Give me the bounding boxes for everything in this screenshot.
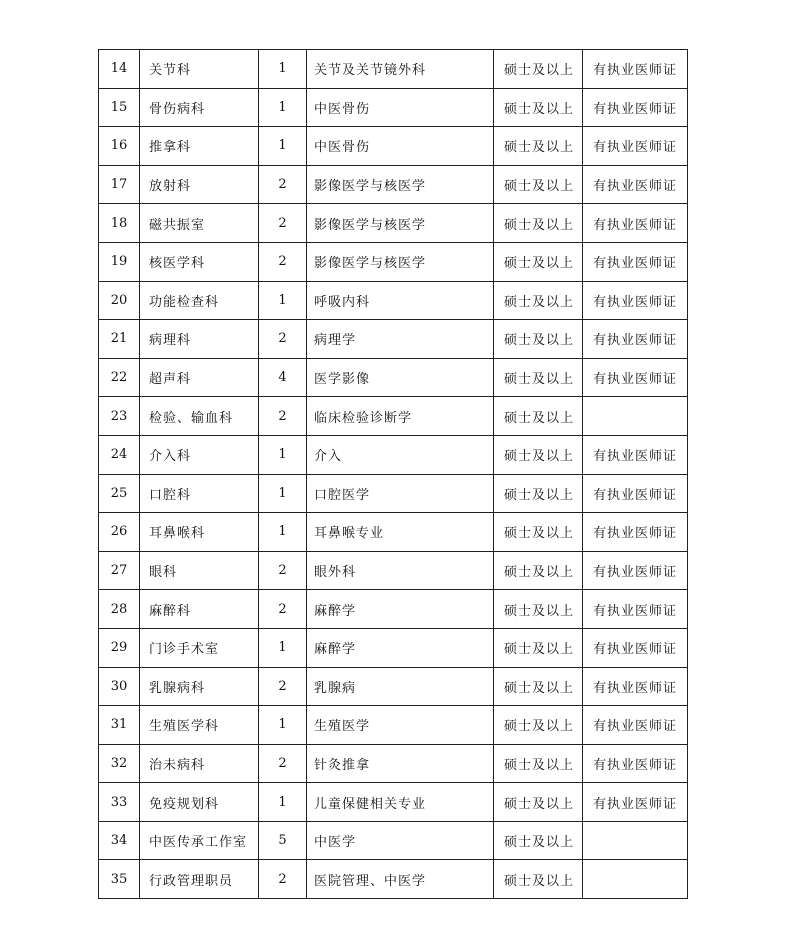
certificate-cell: 有执业医师证: [583, 667, 688, 706]
degree-cell: 硕士及以上: [494, 358, 583, 397]
row-number: 19: [99, 242, 140, 281]
table-row: [99, 165, 688, 204]
degree-cell: 硕士及以上: [494, 474, 583, 513]
row-number: 33: [99, 783, 140, 822]
row-number: 26: [99, 513, 140, 552]
headcount-cell: 2: [259, 860, 307, 899]
table-row: [99, 667, 688, 706]
degree-cell: 硕士及以上: [494, 513, 583, 552]
headcount-cell: 1: [259, 706, 307, 745]
major-cell: 眼外科: [307, 551, 494, 590]
recruitment-table: [98, 49, 688, 899]
department-cell: 推拿科: [140, 127, 259, 166]
certificate-cell: 有执业医师证: [583, 474, 688, 513]
table-row: [99, 706, 688, 745]
certificate-cell: 有执业医师证: [583, 358, 688, 397]
department-cell: 中医传承工作室: [140, 821, 259, 860]
table-row: [99, 320, 688, 359]
certificate-cell: 有执业医师证: [583, 590, 688, 629]
headcount-cell: 1: [259, 50, 307, 89]
headcount-cell: 1: [259, 783, 307, 822]
department-cell: 检验、输血科: [140, 397, 259, 436]
row-number: 18: [99, 204, 140, 243]
department-cell: 治未病科: [140, 744, 259, 783]
headcount-cell: 2: [259, 590, 307, 629]
table-row: [99, 551, 688, 590]
row-number: 24: [99, 435, 140, 474]
department-cell: 门诊手术室: [140, 628, 259, 667]
certificate-cell: 有执业医师证: [583, 435, 688, 474]
table-row: [99, 397, 688, 436]
row-number: 32: [99, 744, 140, 783]
table-row: [99, 590, 688, 629]
row-number: 31: [99, 706, 140, 745]
department-cell: 行政管理职员: [140, 860, 259, 899]
major-cell: 影像医学与核医学: [307, 242, 494, 281]
department-cell: 核医学科: [140, 242, 259, 281]
row-number: 17: [99, 165, 140, 204]
table-row: [99, 242, 688, 281]
certificate-cell: 有执业医师证: [583, 628, 688, 667]
department-cell: 超声科: [140, 358, 259, 397]
certificate-cell: [583, 821, 688, 860]
certificate-cell: 有执业医师证: [583, 320, 688, 359]
department-cell: 耳鼻喉科: [140, 513, 259, 552]
department-cell: 眼科: [140, 551, 259, 590]
degree-cell: 硕士及以上: [494, 127, 583, 166]
major-cell: 影像医学与核医学: [307, 165, 494, 204]
major-cell: 关节及关节镜外科: [307, 50, 494, 89]
headcount-cell: 1: [259, 474, 307, 513]
degree-cell: 硕士及以上: [494, 628, 583, 667]
major-cell: 中医骨伤: [307, 88, 494, 127]
major-cell: 麻醉学: [307, 590, 494, 629]
certificate-cell: 有执业医师证: [583, 165, 688, 204]
row-number: 27: [99, 551, 140, 590]
row-number: 21: [99, 320, 140, 359]
degree-cell: 硕士及以上: [494, 590, 583, 629]
headcount-cell: 2: [259, 242, 307, 281]
major-cell: 临床检验诊断学: [307, 397, 494, 436]
degree-cell: 硕士及以上: [494, 744, 583, 783]
headcount-cell: 2: [259, 204, 307, 243]
headcount-cell: 1: [259, 435, 307, 474]
certificate-cell: 有执业医师证: [583, 242, 688, 281]
major-cell: 医学影像: [307, 358, 494, 397]
headcount-cell: 2: [259, 744, 307, 783]
table-row: [99, 860, 688, 899]
headcount-cell: 5: [259, 821, 307, 860]
certificate-cell: 有执业医师证: [583, 513, 688, 552]
degree-cell: 硕士及以上: [494, 50, 583, 89]
table-row: [99, 88, 688, 127]
headcount-cell: 2: [259, 165, 307, 204]
certificate-cell: [583, 860, 688, 899]
degree-cell: 硕士及以上: [494, 860, 583, 899]
major-cell: 口腔医学: [307, 474, 494, 513]
degree-cell: 硕士及以上: [494, 667, 583, 706]
department-cell: 麻醉科: [140, 590, 259, 629]
certificate-cell: [583, 397, 688, 436]
department-cell: 磁共振室: [140, 204, 259, 243]
major-cell: 病理学: [307, 320, 494, 359]
degree-cell: 硕士及以上: [494, 281, 583, 320]
department-cell: 免疫规划科: [140, 783, 259, 822]
department-cell: 口腔科: [140, 474, 259, 513]
table-body: [99, 50, 688, 899]
headcount-cell: 2: [259, 667, 307, 706]
certificate-cell: 有执业医师证: [583, 50, 688, 89]
row-number: 15: [99, 88, 140, 127]
major-cell: 生殖医学: [307, 706, 494, 745]
certificate-cell: 有执业医师证: [583, 551, 688, 590]
row-number: 28: [99, 590, 140, 629]
row-number: 25: [99, 474, 140, 513]
department-cell: 关节科: [140, 50, 259, 89]
department-cell: 生殖医学科: [140, 706, 259, 745]
row-number: 20: [99, 281, 140, 320]
major-cell: 耳鼻喉专业: [307, 513, 494, 552]
major-cell: 医院管理、中医学: [307, 860, 494, 899]
major-cell: 中医学: [307, 821, 494, 860]
department-cell: 骨伤病科: [140, 88, 259, 127]
major-cell: 介入: [307, 435, 494, 474]
headcount-cell: 2: [259, 320, 307, 359]
row-number: 14: [99, 50, 140, 89]
department-cell: 病理科: [140, 320, 259, 359]
major-cell: 影像医学与核医学: [307, 204, 494, 243]
major-cell: 呼吸内科: [307, 281, 494, 320]
table-row: [99, 821, 688, 860]
headcount-cell: 1: [259, 513, 307, 552]
headcount-cell: 1: [259, 127, 307, 166]
certificate-cell: 有执业医师证: [583, 204, 688, 243]
degree-cell: 硕士及以上: [494, 551, 583, 590]
row-number: 35: [99, 860, 140, 899]
degree-cell: 硕士及以上: [494, 165, 583, 204]
major-cell: 麻醉学: [307, 628, 494, 667]
table-row: [99, 513, 688, 552]
major-cell: 乳腺病: [307, 667, 494, 706]
degree-cell: 硕士及以上: [494, 821, 583, 860]
department-cell: 乳腺病科: [140, 667, 259, 706]
certificate-cell: 有执业医师证: [583, 744, 688, 783]
major-cell: 儿童保健相关专业: [307, 783, 494, 822]
degree-cell: 硕士及以上: [494, 88, 583, 127]
row-number: 30: [99, 667, 140, 706]
table-row: [99, 127, 688, 166]
table-row: [99, 744, 688, 783]
table-row: [99, 50, 688, 89]
degree-cell: 硕士及以上: [494, 242, 583, 281]
degree-cell: 硕士及以上: [494, 706, 583, 745]
headcount-cell: 2: [259, 551, 307, 590]
table-row: [99, 435, 688, 474]
table-row: [99, 474, 688, 513]
certificate-cell: 有执业医师证: [583, 706, 688, 745]
headcount-cell: 1: [259, 88, 307, 127]
degree-cell: 硕士及以上: [494, 783, 583, 822]
degree-cell: 硕士及以上: [494, 204, 583, 243]
degree-cell: 硕士及以上: [494, 320, 583, 359]
certificate-cell: 有执业医师证: [583, 127, 688, 166]
table-row: [99, 783, 688, 822]
table-row: [99, 204, 688, 243]
department-cell: 介入科: [140, 435, 259, 474]
row-number: 34: [99, 821, 140, 860]
major-cell: 针灸推拿: [307, 744, 494, 783]
row-number: 23: [99, 397, 140, 436]
headcount-cell: 4: [259, 358, 307, 397]
row-number: 29: [99, 628, 140, 667]
department-cell: 功能检查科: [140, 281, 259, 320]
degree-cell: 硕士及以上: [494, 435, 583, 474]
row-number: 16: [99, 127, 140, 166]
headcount-cell: 1: [259, 628, 307, 667]
certificate-cell: 有执业医师证: [583, 783, 688, 822]
row-number: 22: [99, 358, 140, 397]
table-row: [99, 358, 688, 397]
department-cell: 放射科: [140, 165, 259, 204]
certificate-cell: 有执业医师证: [583, 281, 688, 320]
headcount-cell: 1: [259, 281, 307, 320]
degree-cell: 硕士及以上: [494, 397, 583, 436]
table-row: [99, 281, 688, 320]
major-cell: 中医骨伤: [307, 127, 494, 166]
table-row: [99, 628, 688, 667]
certificate-cell: 有执业医师证: [583, 88, 688, 127]
headcount-cell: 2: [259, 397, 307, 436]
